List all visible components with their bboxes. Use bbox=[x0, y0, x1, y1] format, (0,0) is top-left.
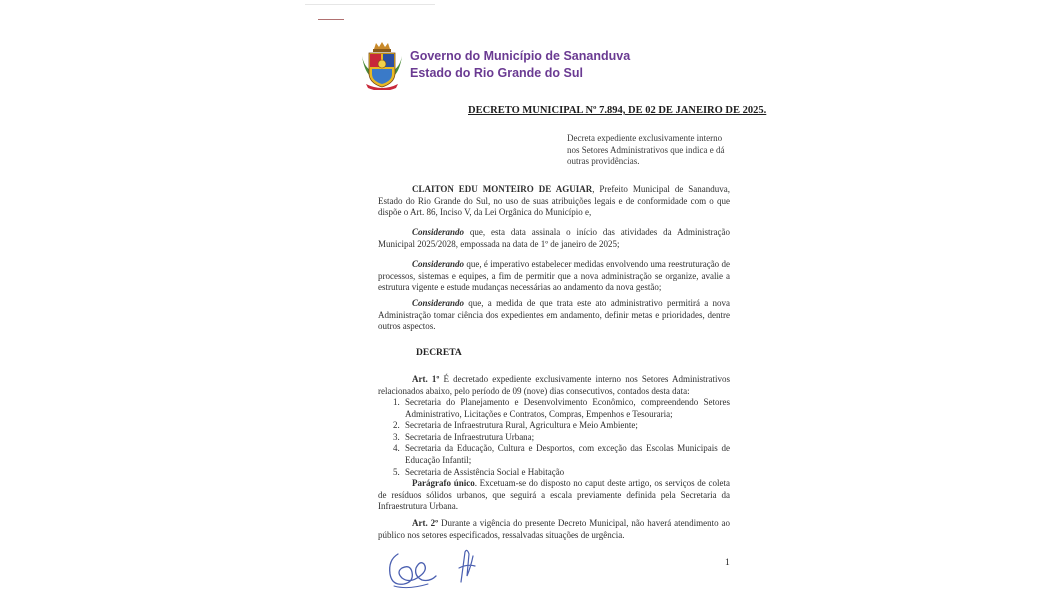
list-item bbox=[393, 420, 730, 432]
considerando-label: Considerando bbox=[412, 259, 465, 269]
list-item-number: 3. bbox=[393, 431, 400, 442]
sector-list bbox=[393, 397, 730, 478]
list-item-number: 4. bbox=[393, 443, 400, 454]
article-2-label: Art. 2º bbox=[412, 518, 439, 528]
sole-paragraph-label: Parágrafo único bbox=[412, 478, 475, 488]
list-item-number: 2. bbox=[393, 420, 400, 431]
considerando-paragraph-1 bbox=[378, 227, 730, 250]
article-1-paragraph bbox=[378, 374, 730, 397]
preamble-paragraph bbox=[378, 184, 730, 219]
header-municipality: Governo do Município de Sananduva bbox=[410, 49, 631, 63]
article-1-label: Art. 1º bbox=[412, 374, 440, 384]
considerando-label: Considerando bbox=[412, 227, 465, 237]
considerando-paragraph-2 bbox=[378, 259, 730, 294]
decreta-heading: DECRETA bbox=[416, 348, 462, 358]
considerando-paragraph-3 bbox=[378, 298, 730, 333]
list-item-text: Secretaria da Educação, Cultura e Desportos, com exceção das Escolas Municipais de Educação Infantil; bbox=[405, 443, 730, 465]
list-item-text: Secretaria de Infraestrutura Rural, Agricultura e Meio Ambiente; bbox=[405, 420, 638, 431]
list-item-text: Secretaria do Planejamento e Desenvolvimento Econômico, compreendendo Setores Administrativo, Licitações e Contratos, Compras, Empenhos e Tesouraria; bbox=[405, 397, 730, 419]
list-item-text: Secretaria de Assistência Social e Habitação bbox=[405, 466, 565, 477]
preamble-text: , Prefeito Municipal de Sananduva, Estado do Rio Grande do Sul, no uso de suas atribuições legais e de conformidade com o que dispõe o Art. 86, Inciso V, da Lei Orgânica do Município e, bbox=[378, 184, 731, 218]
considerando-text: que, esta data assinala o início das atividades da Administração Municipal 2025/2028, empossada na data de 1º de janeiro de 2025; bbox=[378, 227, 730, 249]
list-item-number: 5. bbox=[393, 466, 400, 477]
list-item bbox=[393, 467, 730, 479]
list-item bbox=[393, 397, 730, 420]
list-item-text: Secretaria de Infraestrutura Urbana; bbox=[405, 431, 535, 442]
signature-2-icon bbox=[455, 546, 477, 586]
header-state: Estado do Rio Grande do Sul bbox=[410, 66, 583, 80]
article-1-text: É decretado expediente exclusivamente interno nos Setores Administrativos relacionados abaixo, pelo período de 09 (nove) dias consecutivos, contados desta data: bbox=[378, 374, 730, 396]
page-number: 1 bbox=[725, 558, 730, 568]
considerando-text: que, a medida de que trata este ato administrativo permitirá a nova Administração tomar ciência dos expedientes em andamento, definir metas e prioridades, dentre outros aspectos. bbox=[378, 298, 730, 332]
article-2-text: Durante a vigência do presente Decreto Municipal, não haverá atendimento ao público nos setores especificados, ressalvadas situações de urgência. bbox=[378, 518, 730, 540]
considerando-text: que, é imperativo estabelecer medidas envolvendo uma reestruturação de processos, sistemas e equipes, a fim de permitir que a nova administração se organize, avalie a estrutura vigente e estude mudanças necessárias ao andamento da nova gestão; bbox=[378, 259, 730, 293]
considerando-label: Considerando bbox=[412, 298, 465, 308]
sole-paragraph-text: . Excetuam-se do disposto no caput deste artigo, os serviços de coleta de resíduos sólidos urbanos, que seguirá a escala previamente definida pela Secretaria da Infraestrutura Urbana. bbox=[378, 478, 730, 512]
article-2-paragraph bbox=[378, 518, 730, 541]
decree-title: DECRETO MUNICIPAL Nº 7.894, DE 02 DE JANEIRO DE 2025. bbox=[468, 105, 767, 116]
scan-artifact-line bbox=[305, 4, 435, 5]
scan-artifact-mark bbox=[318, 19, 344, 20]
sole-paragraph bbox=[378, 478, 730, 513]
list-item bbox=[393, 432, 730, 444]
decree-summary: Decreta expediente exclusivamente interno nos Setores Administrativos que indica e dá outras providências. bbox=[567, 133, 725, 166]
list-item-number: 1. bbox=[393, 397, 400, 407]
list-item bbox=[393, 443, 730, 466]
municipal-crest-icon bbox=[360, 40, 404, 90]
signature-1-icon bbox=[384, 546, 440, 592]
mayor-name: CLAITON EDU MONTEIRO DE AGUIAR bbox=[412, 184, 593, 194]
